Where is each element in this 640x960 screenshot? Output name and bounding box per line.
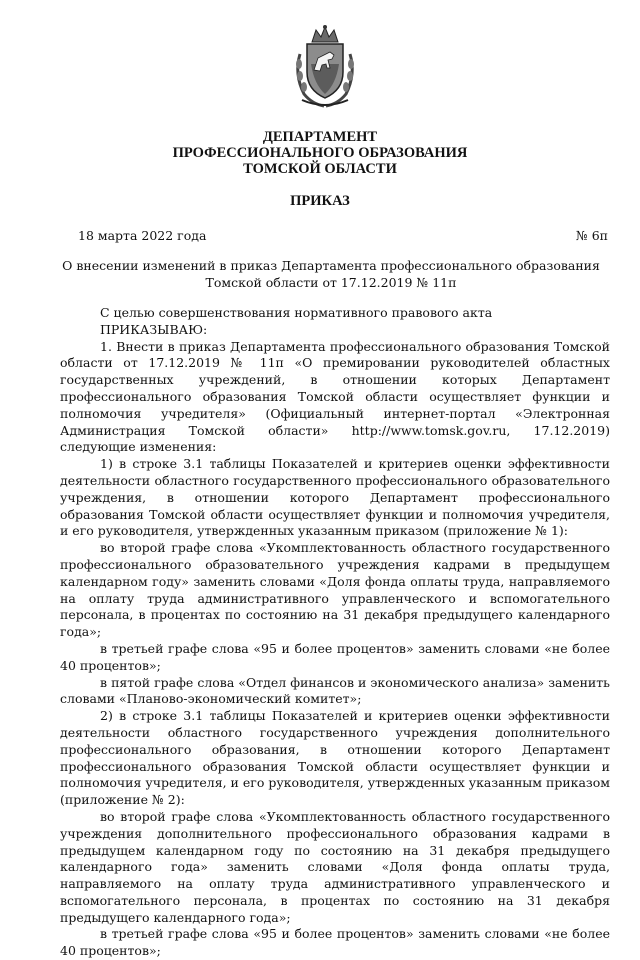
order-date: 18 марта 2022 года [78,228,207,243]
paragraph: 1) в строке 3.1 таблицы Показателей и критериев оценки эффективности деятельности областного государственного профессионального образовательного учреждения, в отношении которого Департамент профессионального образования Томской области осуществляет функции и полномочия учредителя, и его руководителя, утвержденных указанным приказом (приложение № 1): [60,456,610,539]
department-name-line1: ДЕПАРТАМЕНТ [262,129,378,145]
paragraph: во второй графе слова «Укомплектованность областного государственного профессионального образовательного учреждения кадрами в предыдущем календарном году» заменить словами «Доля фонда оплаты труда, направляемого на оплату труда административного управленческого и вспомогательного персонала, в процентах по состоянию на 31 декабря предыдущего календарного года»; [60,540,610,640]
order-number: № 6п [575,228,608,243]
paragraph: в третьей графе слова «95 и более процентов» заменить словами «не более 40 процентов»; [60,640,610,673]
order-subject: О внесении изменений в приказ Департамента профессионального образования Томской области от 17.12.2019 № 11п [62,258,600,290]
order-body [60,305,610,960]
department-name-line3: ТОМСКОЙ ОБЛАСТИ [243,161,397,177]
paragraph: 2) в строке 3.1 таблицы Показателей и критериев оценки эффективности деятельности областного государственного учреждения дополнительного профессионального образования, в отношении которого Департамент профессионального образования Томской области осуществляет функции и полномочия учредителя, и его руководителя, утвержденных указанным приказом (приложение № 2): [60,708,610,808]
paragraph: в пятой графе слова «Отдел финансов и экономического анализа» заменить словами «Планово-экономический комитет»; [60,674,610,707]
paragraph: во второй графе слова «Укомплектованность областного государственного учреждения дополнительного профессионального образования кадрами в предыдущем календарном году по состоянию на 31 декабря предыдущего календарного года» заменить словами «Доля фонда оплаты труда, направляемого на оплату труда административного управленческого и вспомогательного персонала, в процентах по состоянию на 31 декабря предыдущего календарного года»; [60,808,610,925]
decree-word: ПРИКАЗЫВАЮ: [100,321,208,337]
preamble: С целью совершенствования нормативного правового акта [100,305,493,320]
paragraph: в третьей графе слова «95 и более процентов» заменить словами «не более 40 процентов»; [60,926,610,959]
paragraph: 1. Внести в приказ Департамента профессионального образования Томской области от 17.12.2019 № 11п «О премировании руководителей областных государственных учреждений, в отношении которых Департамент профессионального образования Томской области осуществляет функции и полномочия учредителя» (Официальный интернет-портал «Электронная Администрация Томской области» http://www.tomsk.gov.ru, 17.12.2019) следующие изменения: [60,338,610,455]
tomsk-coat-of-arms-icon [290,24,360,108]
document-type: ПРИКАЗ [290,193,350,209]
department-name-line2: ПРОФЕССИОНАЛЬНОГО ОБРАЗОВАНИЯ [172,145,468,161]
